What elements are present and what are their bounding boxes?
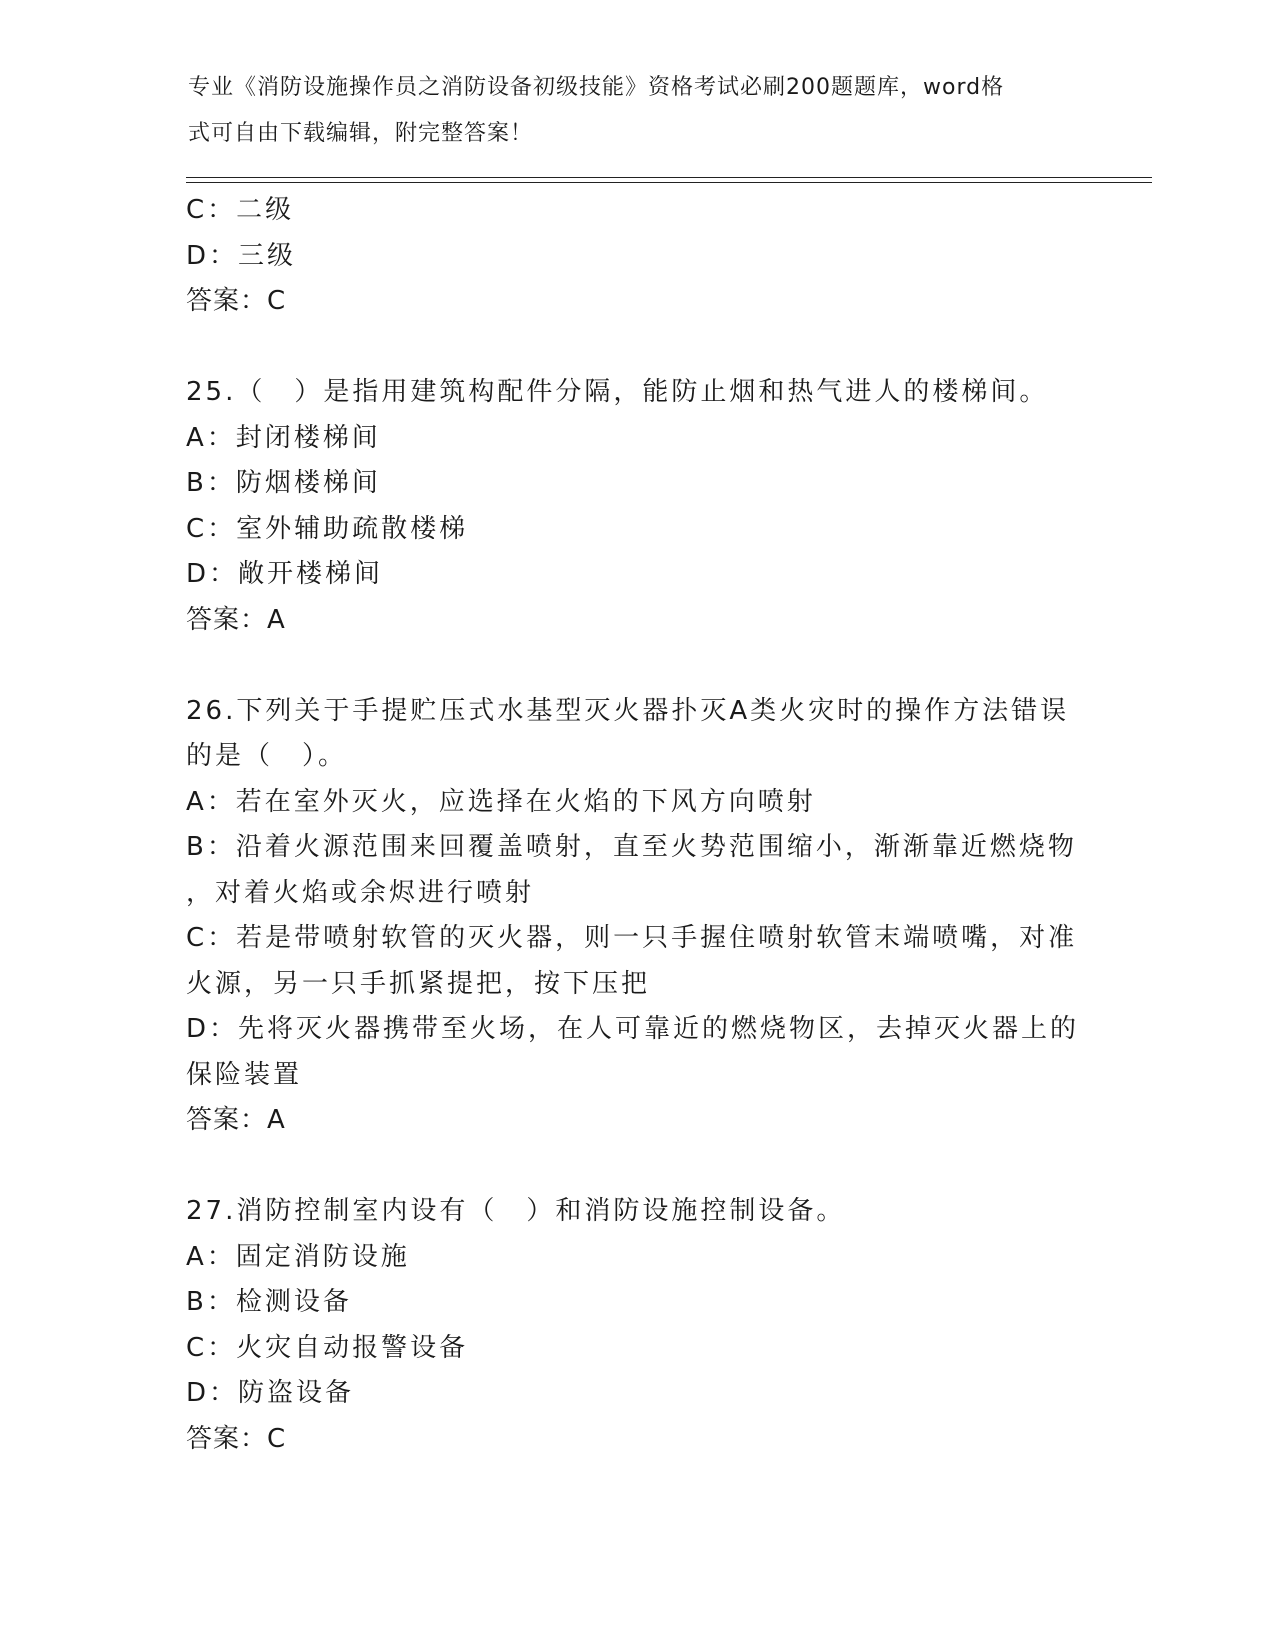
header-divider-top xyxy=(186,177,1152,178)
option-c: C：二级 xyxy=(186,195,295,225)
option-c: C：火灾自动报警设备 xyxy=(186,1332,469,1363)
header-divider-bottom xyxy=(186,182,1152,183)
spacer xyxy=(186,325,1086,371)
question-26 xyxy=(186,689,1086,1144)
header-line-2: 式可自由下载编辑，附完整答案！ xyxy=(188,120,534,146)
answer-line: 答案：A xyxy=(186,1105,286,1135)
option-b: B：防烟楼梯间 xyxy=(186,468,381,498)
answer-line: 答案：C xyxy=(186,286,287,316)
option-b: B：检测设备 xyxy=(186,1287,352,1317)
header-line-1: 专业《消防设施操作员之消防设备初级技能》资格考试必刷200题题库，word格 xyxy=(188,75,1005,100)
option-a: A：固定消防设施 xyxy=(186,1241,410,1272)
answer-line: 答案：A xyxy=(186,604,286,635)
question-list xyxy=(186,188,1086,1462)
option-d: D：防盗设备 xyxy=(186,1378,355,1408)
option-a: A：若在室外灭火，应选择在火焰的下风方向喷射 xyxy=(186,786,816,817)
question-27 xyxy=(186,1189,1086,1462)
question-24-fragment xyxy=(186,188,1086,325)
question-stem: 26.下列关于手提贮压式水基型灭火器扑灭A类火灾时的操作方法错误 xyxy=(186,695,1070,726)
question-stem: 27.消防控制室内设有（ ）和消防设施控制设备。 xyxy=(186,1196,846,1226)
option-a: A：封闭楼梯间 xyxy=(186,422,381,453)
option-d: D：先将灭火器携带至火场，在人可靠近的燃烧物区，去掉灭火器上的 xyxy=(186,1014,1080,1044)
answer-line: 答案：C xyxy=(186,1423,287,1454)
option-c: C：若是带喷射软管的灭火器，则一只手握住喷射软管末端喷嘴，对准 xyxy=(186,923,1078,953)
option-c: C：室外辅助疏散楼梯 xyxy=(186,513,469,544)
option-d: D：三级 xyxy=(186,240,297,271)
option-b: B：沿着火源范围来回覆盖喷射，直至火势范围缩小，渐渐靠近燃烧物 xyxy=(186,832,1077,862)
option-d: D：敞开楼梯间 xyxy=(186,559,384,589)
question-25 xyxy=(186,370,1086,643)
option-d-continued: 保险装置 xyxy=(186,1059,303,1090)
option-c-continued: 火源，另一只手抓紧提把，按下压把 xyxy=(186,968,651,999)
spacer xyxy=(186,1144,1086,1190)
spacer xyxy=(186,643,1086,689)
option-b-continued: ，对着火焰或余烬进行喷射 xyxy=(186,877,535,908)
question-stem: 25.（ ）是指用建筑构配件分隔，能防止烟和热气进人的楼梯间。 xyxy=(186,377,1049,407)
document-header xyxy=(188,72,1068,163)
question-stem-continued: 的是（ ）。 xyxy=(186,741,348,771)
